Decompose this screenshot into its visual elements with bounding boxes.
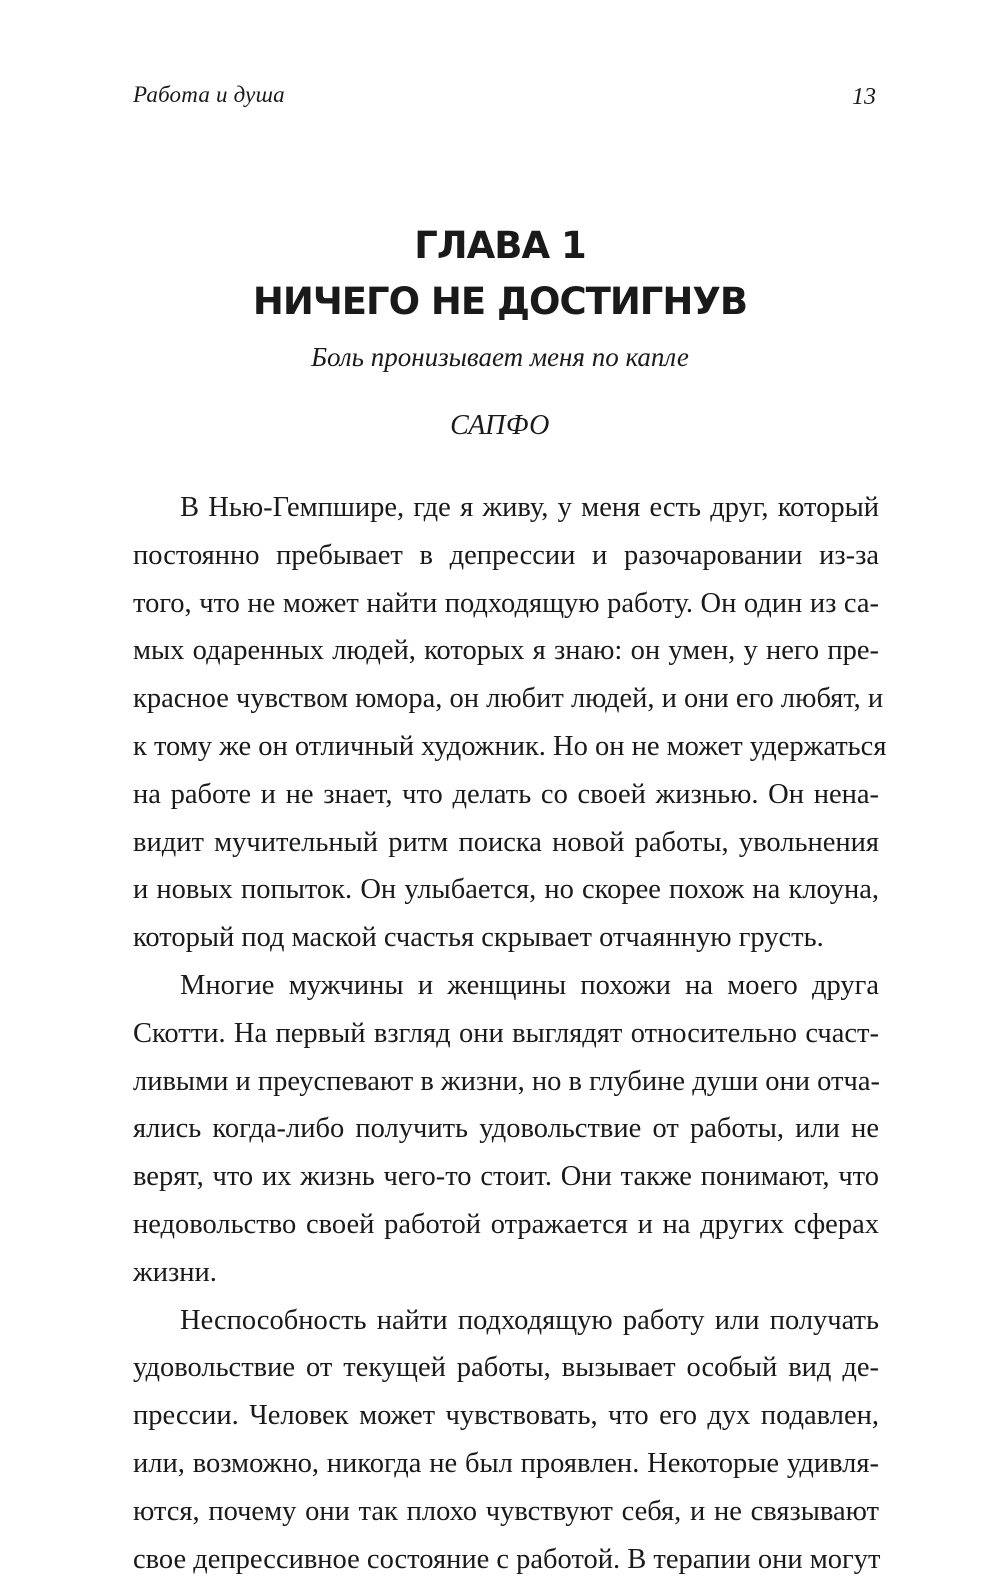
chapter-number: ГЛАВА 1 bbox=[414, 224, 586, 267]
text-line: на работе и не знает, что делать со своей жизнью. Он нена- bbox=[133, 778, 879, 810]
text-line: красное чувством юмора, он любит людей, и они его любят, и bbox=[133, 683, 884, 715]
text-line: и новых попыток. Он улыбается, но скорее похож на клоуна, bbox=[133, 874, 879, 906]
text-line: того, что не может найти подходящую работу. Он один из са- bbox=[133, 587, 879, 619]
text-line: удовольствие от текущей работы, вызывает особый вид де- bbox=[133, 1352, 879, 1384]
chapter-title: НИЧЕГО НЕ ДОСТИГНУВ bbox=[252, 280, 748, 323]
text-line: или, возможно, никогда не был проявлен. Некоторые удивля- bbox=[133, 1447, 879, 1479]
text-line: недовольство своей работой отражается и на других сферах bbox=[133, 1208, 879, 1240]
epigraph-quote: Боль пронизывает меня по капле bbox=[311, 342, 689, 372]
text-line: который под маской счастья скрывает отчаянную грусть. bbox=[133, 922, 824, 954]
text-line: прессии. Человек может чувствовать, что его дух подавлен, bbox=[133, 1400, 879, 1432]
text-line: жизни. bbox=[133, 1256, 217, 1288]
text-line: видит мучительный ритм поиска новой работы, увольнения bbox=[133, 826, 879, 858]
text-line: постоянно пребывает в депрессии и разочаровании из-за bbox=[133, 539, 879, 571]
text-line: ялись когда-либо получить удовольствие от работы, или не bbox=[133, 1113, 879, 1145]
paragraph-1 bbox=[133, 484, 887, 962]
chapter-heading bbox=[0, 218, 1000, 330]
paragraph-3 bbox=[133, 1297, 879, 1583]
text-line: верят, что их жизнь чего-то стоит. Они также понимают, что bbox=[133, 1161, 879, 1193]
text-line: Скотти. На первый взгляд они выглядят относительно счаст- bbox=[133, 1017, 879, 1049]
page-number: 13 bbox=[852, 84, 876, 110]
epigraph-author: САПФО bbox=[450, 410, 550, 441]
text-line: В Нью-Гемпшире, где я живу, у меня есть друг, который bbox=[180, 492, 879, 523]
text-line: к тому же он отличный художник. Но он не может удержаться bbox=[133, 730, 887, 762]
text-line: мых одаренных людей, которых я знаю: он умен, у него пре- bbox=[133, 635, 879, 667]
body-text bbox=[133, 484, 887, 1583]
text-line: Неспособность найти подходящую работу или получать bbox=[180, 1304, 879, 1336]
text-line: ливыми и преуспевают в жизни, но в глубине души они отча- bbox=[133, 1065, 880, 1097]
paragraph-2 bbox=[133, 962, 879, 1297]
text-line: Многие мужчины и женщины похожи на моего друга bbox=[180, 969, 879, 1001]
text-line: свое депрессивное состояние с работой. В терапии они могут bbox=[133, 1543, 881, 1575]
text-line: ются, почему они так плохо чувствуют себя, и не связывают bbox=[133, 1495, 879, 1527]
running-title: Работа и душа bbox=[133, 82, 285, 107]
